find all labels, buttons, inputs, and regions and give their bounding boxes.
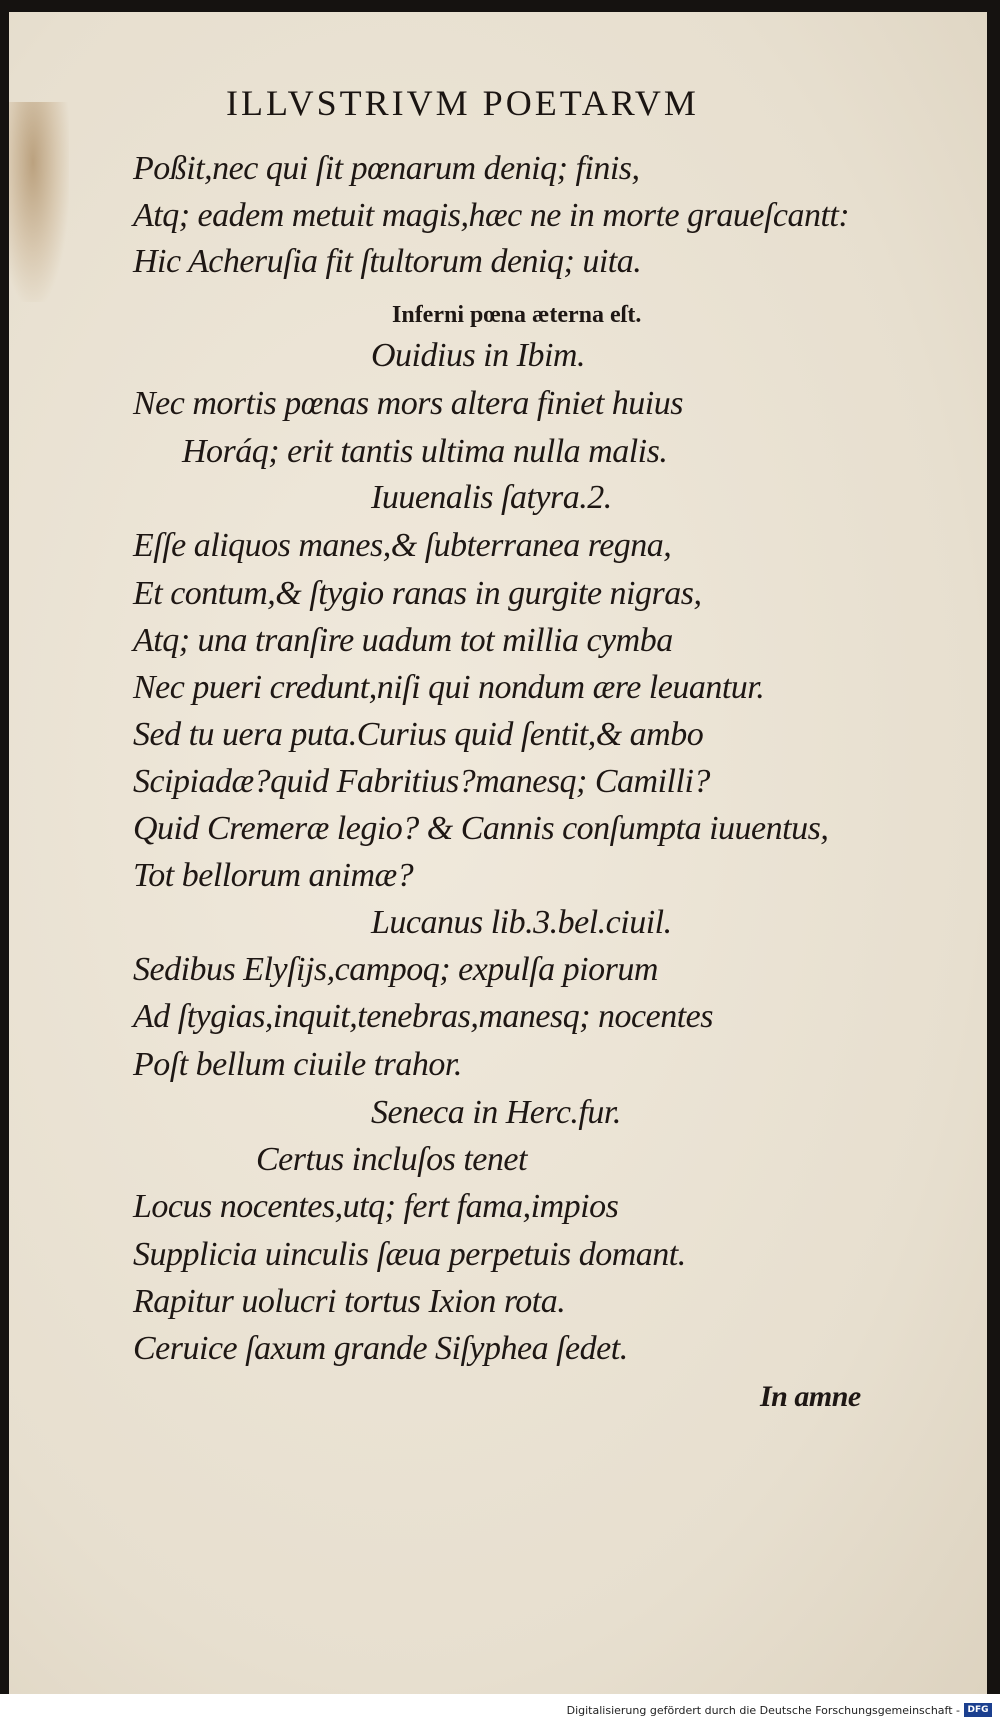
text-line: Scipiadæ?quid Fabritius?manesq; Camilli? (133, 763, 710, 800)
source-heading: Seneca in Herc.fur. (371, 1094, 621, 1131)
text-line: Nec pueri credunt,niſi qui nondum ære leuantur. (133, 669, 765, 706)
text-line: Certus incluſos tenet (256, 1141, 527, 1178)
text-line: Sed tu uera puta.Curius quid ſentit,& ambo (133, 716, 704, 753)
text-line: Ceruice ſaxum grande Siſyphea ſedet. (133, 1330, 628, 1367)
text-line: Ad ſtygias,inquit,tenebras,manesq; nocentes (133, 998, 714, 1035)
text-line: Rapitur uolucri tortus Ixion rota. (133, 1283, 566, 1320)
text-line: Supplicia uinculis ſæua perpetuis domant. (133, 1236, 686, 1273)
section-heading: Inferni pœna æterna eſt. (392, 302, 642, 328)
text-line: Locus nocentes,utq; fert fama,impios (133, 1188, 619, 1225)
catchword: In amne (760, 1380, 861, 1413)
text-line: Poſt bellum ciuile trahor. (133, 1046, 462, 1083)
source-heading: Lucanus lib.3.bel.ciuil. (371, 904, 672, 941)
footer-credit: Digitalisierung gefördert durch die Deutsche Forschungsgemeinschaft - (566, 1704, 960, 1717)
text-line: Horáq; erit tantis ultima nulla malis. (182, 433, 668, 470)
text-line: Atq; una tranſire uadum tot millia cymba (133, 622, 673, 659)
text-line: Tot bellorum animæ? (133, 857, 414, 894)
running-header: ILLVSTRIVM POETARVM (226, 83, 699, 123)
text-line: Et contum,& ſtygio ranas in gurgite nigras, (133, 575, 702, 612)
digitization-footer (0, 1694, 1000, 1728)
dfg-logo-icon: DFG (964, 1703, 992, 1717)
text-line: Sedibus Elyſijs,campoq; expulſa piorum (133, 951, 658, 988)
text-line: Eſſe aliquos manes,& ſubterranea regna, (133, 527, 672, 564)
text-line: Poßit,nec qui ſit pœnarum deniq; finis, (133, 150, 640, 187)
text-line: Quid Cremeræ legio? & Cannis conſumpta iuuentus, (133, 810, 829, 847)
source-heading: Iuuenalis ſatyra.2. (371, 479, 612, 516)
paper-stain (9, 102, 69, 302)
text-line: Hic Acheruſia fit ſtultorum deniq; uita. (133, 243, 642, 280)
source-heading: Ouidius in Ibim. (371, 337, 585, 374)
book-page (9, 12, 987, 1694)
text-line: Atq; eadem metuit magis,hæc ne in morte graueſcantt: (133, 197, 850, 234)
text-line: Nec mortis pœnas mors altera finiet huius (133, 385, 683, 422)
